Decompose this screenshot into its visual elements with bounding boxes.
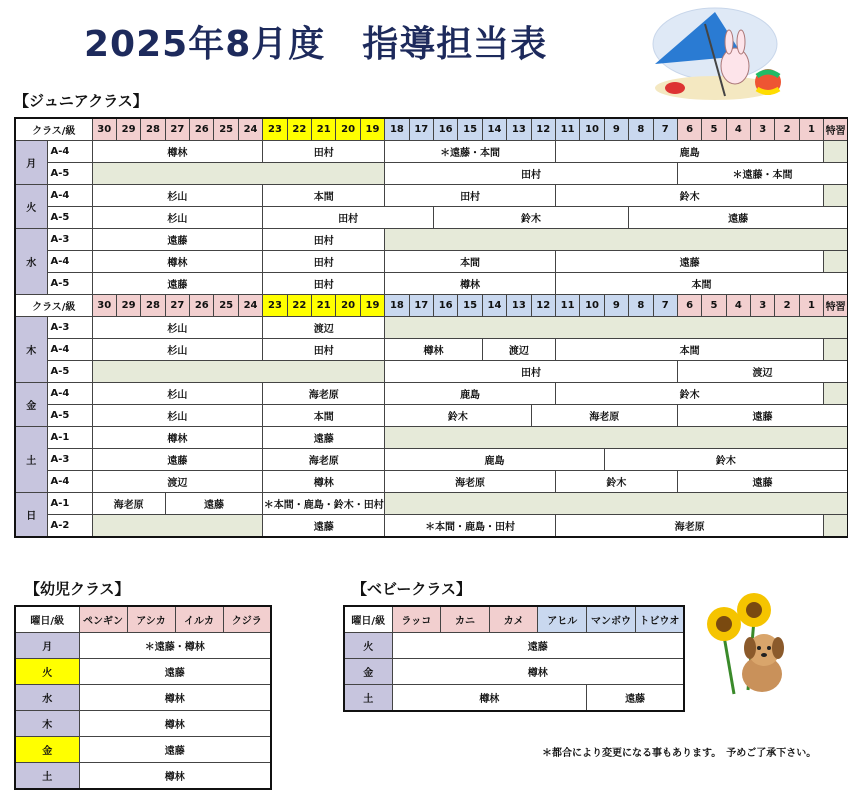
level-header: 18 bbox=[385, 118, 409, 141]
level-header: 8 bbox=[629, 295, 653, 317]
level-header: 16 bbox=[433, 118, 457, 141]
schedule-row bbox=[15, 405, 848, 427]
header-row bbox=[15, 606, 271, 633]
level-header: 2 bbox=[775, 118, 799, 141]
baby-schedule-table bbox=[343, 605, 685, 712]
teacher-cell: 樽林 bbox=[385, 339, 483, 361]
level-header: 23 bbox=[263, 295, 287, 317]
day-cell: 土 bbox=[15, 763, 79, 790]
class-label: A-5 bbox=[47, 405, 92, 427]
level-header: 20 bbox=[336, 118, 360, 141]
empty-cell bbox=[385, 427, 848, 449]
teacher-cell: 遠藤 bbox=[587, 685, 684, 712]
day-cell-sat: 土 bbox=[15, 427, 47, 493]
teacher-cell: 海老原 bbox=[555, 515, 823, 538]
schedule-row bbox=[15, 251, 848, 273]
empty-cell bbox=[385, 317, 848, 339]
schedule-row bbox=[344, 685, 684, 712]
teacher-cell: 海老原 bbox=[385, 471, 556, 493]
level-header: 14 bbox=[482, 118, 506, 141]
empty-cell bbox=[385, 493, 848, 515]
class-label: A-5 bbox=[47, 361, 92, 383]
teacher-cell: 田村 bbox=[263, 207, 434, 229]
schedule-row bbox=[15, 383, 848, 405]
level-header: 29 bbox=[116, 118, 140, 141]
level-header: 15 bbox=[458, 118, 482, 141]
day-cell: 金 bbox=[15, 737, 79, 763]
level-header: 14 bbox=[482, 295, 506, 317]
teacher-cell: 樽林 bbox=[385, 273, 556, 295]
level-header: 5 bbox=[702, 118, 726, 141]
class-label: A-1 bbox=[47, 427, 92, 449]
level-header: 4 bbox=[726, 118, 750, 141]
day-cell: 火 bbox=[15, 659, 79, 685]
level-header: 特習 bbox=[824, 295, 848, 317]
schedule-row bbox=[15, 449, 848, 471]
header-row bbox=[344, 606, 684, 633]
page-title: 2025年8月度 指導担当表 bbox=[84, 24, 548, 65]
class-label: A-2 bbox=[47, 515, 92, 538]
day-cell: 月 bbox=[15, 633, 79, 659]
level-header: 27 bbox=[165, 295, 189, 317]
level-header: 10 bbox=[580, 118, 604, 141]
header-label: 曜日/級 bbox=[344, 606, 392, 633]
level-header: 25 bbox=[214, 118, 238, 141]
teacher-cell: 杉山 bbox=[92, 317, 263, 339]
class-label: A-5 bbox=[47, 207, 92, 229]
empty-cell bbox=[824, 339, 848, 361]
teacher-cell: 遠藤 bbox=[555, 251, 823, 273]
level-header: 19 bbox=[360, 295, 384, 317]
empty-cell bbox=[385, 229, 848, 251]
day-cell: 金 bbox=[344, 659, 392, 685]
teacher-cell: 遠藤 bbox=[677, 471, 848, 493]
level-header: 8 bbox=[629, 118, 653, 141]
level-header: 4 bbox=[726, 295, 750, 317]
level-header: 5 bbox=[702, 295, 726, 317]
teacher-cell: 田村 bbox=[263, 141, 385, 163]
teacher-cell: 本間 bbox=[263, 405, 385, 427]
level-header: 30 bbox=[92, 295, 116, 317]
teacher-cell: 遠藤 bbox=[392, 633, 684, 659]
empty-cell bbox=[824, 251, 848, 273]
level-header: 27 bbox=[165, 118, 189, 141]
class-label: A-3 bbox=[47, 229, 92, 251]
teacher-cell: ＊遠藤・本間 bbox=[385, 141, 556, 163]
teacher-cell: 遠藤 bbox=[92, 229, 263, 251]
day-cell-thu: 木 bbox=[15, 317, 47, 383]
level-header: 21 bbox=[312, 118, 336, 141]
teacher-cell: 樽林 bbox=[92, 251, 263, 273]
empty-cell bbox=[92, 163, 385, 185]
level-header: 1 bbox=[799, 295, 823, 317]
schedule-row bbox=[15, 763, 271, 790]
teacher-cell: 田村 bbox=[385, 361, 678, 383]
level-header: 6 bbox=[677, 118, 701, 141]
level-header: 17 bbox=[409, 118, 433, 141]
empty-cell bbox=[824, 383, 848, 405]
teacher-cell: 本間 bbox=[263, 185, 385, 207]
teacher-cell: 遠藤 bbox=[92, 273, 263, 295]
schedule-row bbox=[344, 659, 684, 685]
teacher-cell: 樽林 bbox=[92, 141, 263, 163]
teacher-cell: 樽林 bbox=[79, 763, 271, 790]
level-header: 23 bbox=[263, 118, 287, 141]
teacher-cell: 本間 bbox=[385, 251, 556, 273]
level-header: 16 bbox=[433, 295, 457, 317]
teacher-cell: ＊本間・鹿島・鈴木・田村 bbox=[263, 493, 385, 515]
teacher-cell: 渡辺 bbox=[92, 471, 263, 493]
schedule-row bbox=[15, 515, 848, 538]
teacher-cell: 海老原 bbox=[92, 493, 165, 515]
level-header: 13 bbox=[507, 118, 531, 141]
day-cell-mon: 月 bbox=[15, 141, 47, 185]
class-label: A-4 bbox=[47, 185, 92, 207]
teacher-cell: 樽林 bbox=[263, 471, 385, 493]
class-label: A-3 bbox=[47, 317, 92, 339]
level-header: 22 bbox=[287, 118, 311, 141]
infant-schedule-table bbox=[14, 605, 272, 790]
teacher-cell: 田村 bbox=[263, 273, 385, 295]
level-header: 10 bbox=[580, 295, 604, 317]
level-header: 11 bbox=[555, 118, 579, 141]
teacher-cell: 遠藤 bbox=[677, 405, 848, 427]
schedule-row bbox=[15, 471, 848, 493]
day-cell-sun: 日 bbox=[15, 493, 47, 538]
day-cell-fri: 金 bbox=[15, 383, 47, 427]
schedule-row bbox=[15, 207, 848, 229]
schedule-row bbox=[15, 711, 271, 737]
teacher-cell: 鹿島 bbox=[555, 141, 823, 163]
class-label: A-5 bbox=[47, 273, 92, 295]
schedule-row bbox=[15, 633, 271, 659]
teacher-cell: 鹿島 bbox=[385, 383, 556, 405]
teacher-cell: 鈴木 bbox=[555, 383, 823, 405]
schedule-row bbox=[15, 493, 848, 515]
teacher-cell: ＊遠藤・本間 bbox=[677, 163, 848, 185]
teacher-cell: 鈴木 bbox=[555, 185, 823, 207]
level-header: 7 bbox=[653, 295, 677, 317]
class-label: A-1 bbox=[47, 493, 92, 515]
teacher-cell: 遠藤 bbox=[79, 659, 271, 685]
day-cell: 木 bbox=[15, 711, 79, 737]
level-header: カニ bbox=[441, 606, 490, 633]
teacher-cell: 樽林 bbox=[392, 685, 587, 712]
teacher-cell: 遠藤 bbox=[629, 207, 848, 229]
teacher-cell: 杉山 bbox=[92, 383, 263, 405]
teacher-cell: 田村 bbox=[263, 229, 385, 251]
teacher-cell: 本間 bbox=[555, 339, 823, 361]
level-header: 25 bbox=[214, 295, 238, 317]
level-header: 24 bbox=[238, 295, 262, 317]
empty-cell bbox=[92, 361, 385, 383]
schedule-row bbox=[15, 427, 848, 449]
level-header: 28 bbox=[141, 295, 165, 317]
level-header: カメ bbox=[489, 606, 538, 633]
teacher-cell: 田村 bbox=[385, 163, 678, 185]
teacher-cell: 海老原 bbox=[263, 383, 385, 405]
teacher-cell: 遠藤 bbox=[263, 515, 385, 538]
level-header: 24 bbox=[238, 118, 262, 141]
class-label: A-5 bbox=[47, 163, 92, 185]
teacher-cell: 杉山 bbox=[92, 185, 263, 207]
teacher-cell: 鈴木 bbox=[604, 449, 848, 471]
teacher-cell: 渡辺 bbox=[677, 361, 848, 383]
level-header: 30 bbox=[92, 118, 116, 141]
teacher-cell: ＊遠藤・樽林 bbox=[79, 633, 271, 659]
level-header: 17 bbox=[409, 295, 433, 317]
level-header: 21 bbox=[312, 295, 336, 317]
level-header: 7 bbox=[653, 118, 677, 141]
level-header: 29 bbox=[116, 295, 140, 317]
class-label: A-4 bbox=[47, 339, 92, 361]
schedule-row bbox=[15, 185, 848, 207]
level-header: 特習 bbox=[824, 118, 848, 141]
schedule-row bbox=[15, 361, 848, 383]
schedule-row bbox=[15, 163, 848, 185]
footnote: ＊都合により変更になる事もあります。 予めご了承下さい。 bbox=[542, 748, 817, 759]
teacher-cell: ＊本間・鹿島・田村 bbox=[385, 515, 556, 538]
level-header: 3 bbox=[751, 118, 775, 141]
teacher-cell: 杉山 bbox=[92, 339, 263, 361]
schedule-row bbox=[15, 685, 271, 711]
day-cell: 火 bbox=[344, 633, 392, 659]
level-header: 12 bbox=[531, 295, 555, 317]
level-header: 11 bbox=[555, 295, 579, 317]
teacher-cell: 鹿島 bbox=[385, 449, 605, 471]
sunflower-dog-illustration bbox=[700, 590, 800, 698]
level-header: 20 bbox=[336, 295, 360, 317]
level-header: アシカ bbox=[127, 606, 175, 633]
header-label: クラス/級 bbox=[15, 118, 92, 141]
level-header: 6 bbox=[677, 295, 701, 317]
teacher-cell: 杉山 bbox=[92, 405, 263, 427]
schedule-row bbox=[15, 659, 271, 685]
day-cell: 土 bbox=[344, 685, 392, 712]
empty-cell bbox=[824, 185, 848, 207]
teacher-cell: 田村 bbox=[263, 339, 385, 361]
teacher-cell: 遠藤 bbox=[165, 493, 263, 515]
teacher-cell: 田村 bbox=[385, 185, 556, 207]
infant-heading: 【幼児クラス】 bbox=[25, 580, 130, 598]
junior-schedule-table bbox=[14, 117, 848, 538]
level-header: 9 bbox=[604, 118, 628, 141]
teacher-cell: 鈴木 bbox=[385, 405, 531, 427]
schedule-row bbox=[15, 141, 848, 163]
teacher-cell: 本間 bbox=[555, 273, 848, 295]
teacher-cell: 樽林 bbox=[79, 685, 271, 711]
class-label: A-4 bbox=[47, 141, 92, 163]
level-header: 1 bbox=[799, 118, 823, 141]
level-header: 26 bbox=[190, 118, 214, 141]
class-label: A-4 bbox=[47, 471, 92, 493]
level-header: マンボウ bbox=[587, 606, 636, 633]
class-label: A-4 bbox=[47, 383, 92, 405]
teacher-cell: 遠藤 bbox=[92, 449, 263, 471]
header-row bbox=[15, 295, 848, 317]
level-header: 9 bbox=[604, 295, 628, 317]
empty-cell bbox=[92, 515, 263, 538]
level-header: 2 bbox=[775, 295, 799, 317]
level-header: 3 bbox=[751, 295, 775, 317]
level-header: アヒル bbox=[538, 606, 587, 633]
schedule-row bbox=[15, 317, 848, 339]
empty-cell bbox=[824, 141, 848, 163]
level-header: 26 bbox=[190, 295, 214, 317]
teacher-cell: 杉山 bbox=[92, 207, 263, 229]
schedule-row bbox=[15, 273, 848, 295]
teacher-cell: 遠藤 bbox=[263, 427, 385, 449]
level-header: トビウオ bbox=[635, 606, 684, 633]
teacher-cell: 樽林 bbox=[392, 659, 684, 685]
level-header: クジラ bbox=[223, 606, 271, 633]
level-header: ラッコ bbox=[392, 606, 441, 633]
class-label: A-4 bbox=[47, 251, 92, 273]
schedule-row bbox=[15, 339, 848, 361]
schedule-row bbox=[15, 229, 848, 251]
teacher-cell: 海老原 bbox=[263, 449, 385, 471]
level-header: 19 bbox=[360, 118, 384, 141]
header-label: 曜日/級 bbox=[15, 606, 79, 633]
level-header: 13 bbox=[507, 295, 531, 317]
level-header: イルカ bbox=[175, 606, 223, 633]
level-header: 22 bbox=[287, 295, 311, 317]
teacher-cell: 渡辺 bbox=[482, 339, 555, 361]
level-header: 28 bbox=[141, 118, 165, 141]
empty-cell bbox=[824, 515, 848, 538]
schedule-row bbox=[344, 633, 684, 659]
junior-heading: 【ジュニアクラス】 bbox=[14, 92, 148, 110]
teacher-cell: 海老原 bbox=[531, 405, 677, 427]
teacher-cell: 樽林 bbox=[79, 711, 271, 737]
level-header: ペンギン bbox=[79, 606, 127, 633]
teacher-cell: 鈴木 bbox=[555, 471, 677, 493]
day-cell-wed: 水 bbox=[15, 229, 47, 295]
class-label: A-3 bbox=[47, 449, 92, 471]
teacher-cell: 渡辺 bbox=[263, 317, 385, 339]
teacher-cell: 田村 bbox=[263, 251, 385, 273]
day-cell: 水 bbox=[15, 685, 79, 711]
day-cell-tue: 火 bbox=[15, 185, 47, 229]
level-header: 18 bbox=[385, 295, 409, 317]
schedule-row bbox=[15, 737, 271, 763]
level-header: 15 bbox=[458, 295, 482, 317]
header-row bbox=[15, 118, 848, 141]
teacher-cell: 樽林 bbox=[92, 427, 263, 449]
teacher-cell: 鈴木 bbox=[433, 207, 628, 229]
baby-heading: 【ベビークラス】 bbox=[352, 580, 471, 598]
teacher-cell: 遠藤 bbox=[79, 737, 271, 763]
beach-rabbit-illustration bbox=[645, 4, 785, 102]
header-label: クラス/級 bbox=[15, 295, 92, 317]
level-header: 12 bbox=[531, 118, 555, 141]
